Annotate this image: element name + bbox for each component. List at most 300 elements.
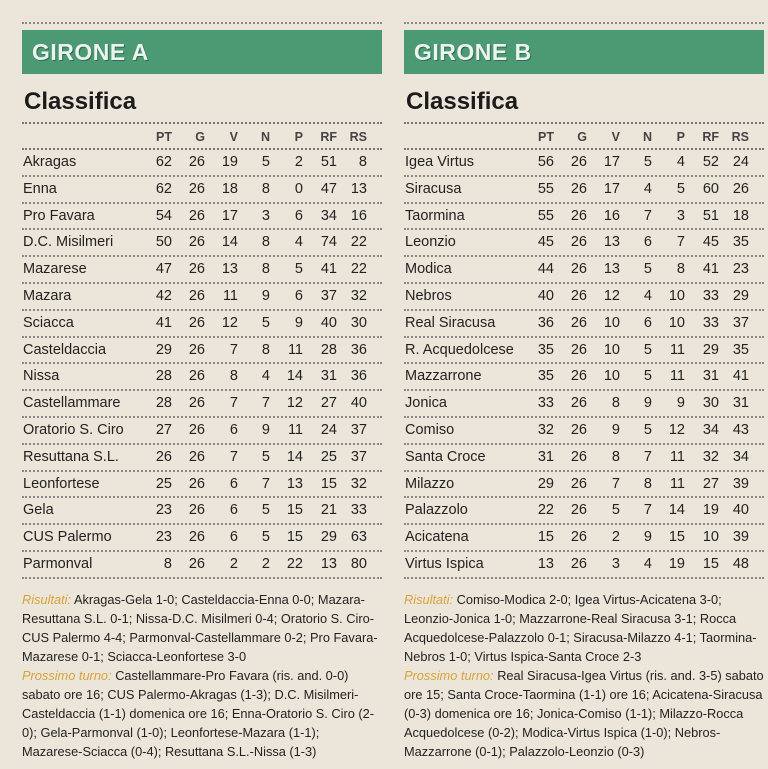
cell-pt: 35 [537, 368, 554, 385]
cell-rs: 39 [732, 529, 749, 546]
cell-rf: 33 [702, 314, 719, 331]
cell-p: 11 [669, 475, 685, 492]
cell-n: 4 [643, 287, 652, 304]
table-row [22, 311, 382, 338]
table-row [404, 150, 764, 177]
cell-g: 26 [188, 448, 205, 465]
table-row [404, 552, 764, 579]
cell-team: Resuttana S.L. [23, 448, 119, 465]
top-divider [22, 0, 382, 24]
table-row [22, 445, 382, 472]
cell-rf: 29 [702, 341, 719, 358]
cell-p: 19 [668, 555, 685, 572]
cell-pt: 55 [537, 180, 554, 197]
cell-n: 8 [643, 475, 652, 492]
header-p: P [294, 130, 303, 144]
cell-g: 26 [188, 341, 205, 358]
cell-n: 4 [261, 368, 270, 385]
cell-v: 7 [229, 341, 238, 358]
cell-p: 5 [676, 180, 685, 197]
cell-v: 13 [603, 234, 620, 251]
cell-p: 10 [668, 314, 685, 331]
cell-g: 26 [570, 368, 587, 385]
cell-pt: 15 [537, 529, 554, 546]
cell-p: 3 [676, 207, 685, 224]
cell-g: 26 [188, 261, 205, 278]
cell-team: D.C. Misilmeri [23, 234, 114, 251]
header-pt: PT [538, 130, 554, 144]
cell-pt: 47 [155, 261, 172, 278]
cell-v: 6 [229, 421, 238, 438]
cell-p: 14 [286, 368, 303, 385]
cell-rf: 45 [702, 234, 719, 251]
cell-rs: 37 [350, 448, 367, 465]
cell-rf: 51 [320, 154, 337, 170]
cell-team: Palazzolo [405, 502, 468, 519]
cell-g: 26 [570, 502, 587, 519]
cell-team: Jonica [405, 395, 447, 412]
header-n: N [260, 130, 270, 144]
cell-n: 5 [261, 314, 270, 331]
table-row [22, 338, 382, 365]
table-row [404, 177, 764, 204]
cell-rs: 40 [732, 502, 749, 519]
cell-p: 8 [676, 261, 685, 278]
cell-p: 12 [668, 421, 685, 438]
header-g: G [577, 130, 587, 144]
table-row [22, 364, 382, 391]
cell-rf: 27 [320, 395, 337, 412]
table-row [404, 364, 764, 391]
cell-rf: 29 [320, 529, 337, 546]
cell-pt: 45 [537, 234, 554, 251]
cell-pt: 31 [537, 448, 554, 465]
cell-v: 3 [611, 555, 620, 572]
table-row [22, 177, 382, 204]
cell-team: Castellammare [23, 395, 121, 412]
cell-rf: 30 [702, 395, 719, 412]
cell-rs: 34 [732, 448, 749, 465]
cell-v: 6 [229, 529, 238, 546]
cell-rf: 74 [320, 234, 337, 251]
cell-v: 13 [603, 261, 620, 278]
cell-rs: 41 [732, 368, 749, 385]
cell-v: 8 [229, 368, 238, 385]
cell-pt: 28 [155, 395, 172, 412]
cell-rs: 22 [350, 261, 367, 278]
cell-g: 26 [188, 502, 205, 519]
cell-rs: 35 [732, 234, 749, 251]
cell-n: 5 [643, 261, 652, 278]
cell-rf: 37 [320, 287, 337, 304]
cell-pt: 50 [155, 234, 172, 251]
header-rf: RF [702, 130, 719, 144]
title-divider [22, 122, 382, 124]
cell-p: 11 [287, 341, 303, 358]
cell-p: 7 [676, 234, 685, 251]
cell-rs: 22 [350, 234, 367, 251]
cell-v: 10 [603, 314, 620, 331]
cell-n: 9 [261, 421, 270, 438]
cell-g: 26 [188, 314, 205, 331]
table-row [22, 230, 382, 257]
cell-g: 26 [570, 154, 587, 170]
cell-p: 14 [286, 448, 303, 465]
cell-rf: 28 [320, 341, 337, 358]
cell-v: 5 [611, 502, 620, 519]
cell-p: 11 [287, 421, 303, 438]
cell-n: 9 [643, 529, 652, 546]
cell-team: Virtus Ispica [405, 555, 484, 572]
table-row [404, 257, 764, 284]
cell-rf: 51 [702, 207, 719, 224]
cell-g: 26 [570, 180, 587, 197]
cell-team: Leonzio [405, 234, 456, 251]
table-row [22, 525, 382, 552]
cell-team: Mazara [23, 287, 72, 304]
cell-pt: 23 [155, 502, 172, 519]
cell-rs: 33 [350, 502, 367, 519]
table-row [22, 552, 382, 579]
cell-p: 0 [294, 180, 303, 197]
cell-v: 14 [221, 234, 238, 251]
table-row [22, 204, 382, 231]
cell-v: 10 [603, 341, 620, 358]
cell-team: Enna [23, 180, 57, 197]
cell-pt: 32 [537, 421, 554, 438]
cell-pt: 36 [537, 314, 554, 331]
cell-team: Taormina [405, 207, 465, 224]
cell-pt: 42 [155, 287, 172, 304]
table-row [404, 311, 764, 338]
cell-n: 6 [643, 314, 652, 331]
cell-p: 14 [668, 502, 685, 519]
cell-team: CUS Palermo [23, 529, 112, 546]
title-divider [404, 122, 764, 124]
cell-rs: 30 [350, 314, 367, 331]
girone-b-next-round [404, 666, 764, 761]
table-row [22, 284, 382, 311]
cell-g: 26 [188, 368, 205, 385]
cell-p: 12 [286, 395, 303, 412]
table-row [404, 498, 764, 525]
cell-pt: 28 [155, 368, 172, 385]
cell-n: 3 [261, 207, 270, 224]
cell-rf: 24 [320, 421, 337, 438]
results-label: Risultati: [404, 592, 454, 607]
cell-pt: 55 [537, 207, 554, 224]
table-row [404, 472, 764, 499]
cell-p: 13 [286, 475, 303, 492]
cell-n: 5 [261, 448, 270, 465]
girone-a-classifica-title: Classifica [24, 88, 137, 115]
cell-g: 26 [570, 207, 587, 224]
cell-rf: 47 [320, 180, 337, 197]
cell-g: 26 [188, 234, 205, 251]
cell-v: 2 [611, 529, 620, 546]
cell-pt: 62 [155, 180, 172, 197]
cell-g: 26 [188, 207, 205, 224]
cell-v: 18 [221, 180, 238, 197]
cell-rf: 41 [320, 261, 337, 278]
cell-n: 9 [643, 395, 652, 412]
results-label: Risultati: [22, 592, 72, 607]
cell-n: 7 [261, 395, 270, 412]
cell-p: 6 [294, 287, 303, 304]
cell-n: 5 [643, 421, 652, 438]
cell-rf: 31 [702, 368, 719, 385]
cell-n: 7 [643, 448, 652, 465]
cell-rs: 37 [350, 421, 367, 438]
cell-rf: 32 [702, 448, 719, 465]
cell-p: 11 [669, 368, 685, 385]
cell-team: Gela [23, 502, 54, 519]
table-row [22, 391, 382, 418]
cell-team: Mazzarrone [405, 368, 482, 385]
cell-rs: 80 [350, 555, 367, 572]
header-rs: RS [349, 130, 367, 144]
cell-p: 11 [669, 341, 685, 358]
cell-rf: 13 [320, 555, 337, 572]
cell-pt: 35 [537, 341, 554, 358]
table-row [404, 284, 764, 311]
cell-g: 26 [188, 395, 205, 412]
cell-pt: 29 [155, 341, 172, 358]
cell-team: R. Acquedolcese [405, 341, 514, 358]
cell-team: Nebros [405, 287, 452, 304]
cell-pt: 44 [537, 261, 554, 278]
cell-g: 26 [570, 234, 587, 251]
girone-b-table-header [404, 126, 764, 150]
cell-p: 15 [668, 529, 685, 546]
cell-rs: 8 [358, 154, 367, 170]
cell-n: 4 [643, 555, 652, 572]
cell-p: 5 [294, 261, 303, 278]
cell-rs: 37 [732, 314, 749, 331]
cell-v: 12 [221, 314, 238, 331]
cell-pt: 54 [155, 207, 172, 224]
header-v: V [611, 130, 620, 144]
cell-g: 26 [188, 555, 205, 572]
cell-rf: 40 [320, 314, 337, 331]
cell-rs: 32 [350, 287, 367, 304]
table-row [404, 418, 764, 445]
cell-rf: 19 [702, 502, 719, 519]
cell-rs: 32 [350, 475, 367, 492]
cell-rf: 21 [320, 502, 337, 519]
cell-v: 19 [221, 154, 238, 170]
table-row [22, 472, 382, 499]
cell-v: 17 [603, 180, 620, 197]
header-n: N [642, 130, 652, 144]
cell-n: 2 [261, 555, 270, 572]
cell-rs: 26 [732, 180, 749, 197]
cell-n: 8 [261, 341, 270, 358]
cell-rs: 31 [732, 395, 749, 412]
cell-rs: 16 [350, 207, 367, 224]
girone-b-standings-table [404, 150, 764, 579]
cell-g: 26 [188, 475, 205, 492]
cell-g: 26 [570, 555, 587, 572]
cell-n: 8 [261, 261, 270, 278]
table-row [404, 525, 764, 552]
cell-n: 5 [261, 502, 270, 519]
header-team [22, 126, 142, 148]
cell-v: 2 [229, 555, 238, 572]
girone-a-results [22, 590, 382, 666]
cell-rf: 60 [702, 180, 719, 197]
table-row [404, 445, 764, 472]
cell-g: 26 [188, 287, 205, 304]
cell-pt: 25 [155, 475, 172, 492]
cell-rs: 35 [732, 341, 749, 358]
header-p: P [676, 130, 685, 144]
cell-v: 6 [229, 502, 238, 519]
header-g: G [195, 130, 205, 144]
results-text: Comiso-Modica 2-0; Igea Virtus-Acicatena 3-0; Leonzio-Jonica 1-0; Mazzarrone-Real Siracusa 3-1; Rocca Acquedolcese-Palazzolo 0-1; Siracusa-Milazzo 4-1; Taormina-Nebros 1-0; Virtus Ispica-Santa Croce 2-3 [404, 592, 757, 664]
cell-g: 26 [188, 421, 205, 438]
girone-a-standings-table [22, 150, 382, 579]
cell-rs: 36 [350, 341, 367, 358]
cell-rf: 31 [320, 368, 337, 385]
cell-p: 22 [286, 555, 303, 572]
cell-team: Milazzo [405, 475, 455, 492]
cell-n: 7 [643, 207, 652, 224]
results-text: Akragas-Gela 1-0; Casteldaccia-Enna 0-0; Mazara-Resuttana S.L. 0-1; Nissa-D.C. Misilmeri 0-4; Oratorio S. Ciro-CUS Palermo 4-4; Parmonval-Castellammare 0-2; Pro Favara-Mazarese 0-1; Sciacca-Leonfortese 3-0 [22, 592, 378, 664]
cell-rf: 34 [320, 207, 337, 224]
cell-team: Oratorio S. Ciro [23, 421, 124, 438]
cell-v: 7 [229, 395, 238, 412]
cell-p: 11 [669, 448, 685, 465]
cell-team: Pro Favara [23, 207, 95, 224]
cell-rf: 25 [320, 448, 337, 465]
cell-team: Leonfortese [23, 475, 100, 492]
cell-g: 26 [570, 448, 587, 465]
cell-pt: 8 [163, 555, 172, 572]
cell-v: 8 [611, 395, 620, 412]
top-divider [404, 0, 764, 24]
cell-rf: 15 [702, 555, 719, 572]
table-row [22, 498, 382, 525]
cell-rs: 39 [732, 475, 749, 492]
cell-p: 15 [286, 529, 303, 546]
cell-n: 5 [261, 529, 270, 546]
cell-team: Nissa [23, 368, 60, 385]
cell-g: 26 [188, 529, 205, 546]
cell-rs: 24 [732, 154, 749, 170]
cell-rs: 48 [732, 555, 749, 572]
header-rf: RF [320, 130, 337, 144]
cell-p: 6 [294, 207, 303, 224]
cell-rf: 15 [320, 475, 337, 492]
cell-p: 10 [668, 287, 685, 304]
cell-g: 26 [570, 395, 587, 412]
cell-n: 8 [261, 180, 270, 197]
cell-n: 5 [643, 368, 652, 385]
table-row [22, 257, 382, 284]
cell-rf: 33 [702, 287, 719, 304]
cell-p: 15 [286, 502, 303, 519]
cell-p: 4 [676, 154, 685, 170]
cell-pt: 29 [537, 475, 554, 492]
cell-rs: 40 [350, 395, 367, 412]
cell-team: Acicatena [405, 529, 469, 546]
girone-a-table-header [22, 126, 382, 150]
cell-v: 9 [611, 421, 620, 438]
girone-b-classifica-title: Classifica [406, 88, 519, 115]
cell-g: 26 [570, 529, 587, 546]
cell-team: Mazarese [23, 261, 87, 278]
cell-pt: 27 [155, 421, 172, 438]
cell-n: 9 [261, 287, 270, 304]
girone-a-next-round [22, 666, 382, 761]
header-rs: RS [731, 130, 749, 144]
cell-v: 10 [603, 368, 620, 385]
cell-team: Siracusa [405, 180, 462, 197]
cell-v: 7 [611, 475, 620, 492]
cell-rs: 18 [732, 207, 749, 224]
cell-g: 26 [570, 314, 587, 331]
cell-p: 9 [676, 395, 685, 412]
cell-v: 13 [221, 261, 238, 278]
cell-g: 26 [570, 261, 587, 278]
cell-n: 7 [261, 475, 270, 492]
cell-v: 11 [222, 287, 238, 304]
cell-g: 26 [570, 341, 587, 358]
table-row [404, 391, 764, 418]
cell-team: Comiso [405, 421, 455, 438]
cell-rf: 10 [702, 529, 719, 546]
next-round-label: Prossimo turno: [404, 668, 494, 683]
header-team [404, 126, 524, 148]
girone-a-section [22, 0, 382, 759]
cell-team: Parmonval [23, 555, 93, 572]
cell-team: Sciacca [23, 314, 74, 331]
cell-pt: 40 [537, 287, 554, 304]
cell-pt: 23 [155, 529, 172, 546]
cell-p: 2 [294, 154, 303, 170]
cell-team: Casteldaccia [23, 341, 107, 358]
cell-n: 7 [643, 502, 652, 519]
cell-team: Akragas [23, 154, 77, 170]
cell-rs: 63 [350, 529, 367, 546]
girone-b-section [404, 0, 764, 759]
cell-rs: 13 [350, 180, 367, 197]
table-row [22, 150, 382, 177]
cell-team: Igea Virtus [405, 154, 475, 170]
header-pt: PT [156, 130, 172, 144]
cell-n: 8 [261, 234, 270, 251]
cell-team: Santa Croce [405, 448, 486, 465]
cell-rf: 34 [702, 421, 719, 438]
cell-v: 17 [221, 207, 238, 224]
cell-rs: 29 [732, 287, 749, 304]
cell-pt: 22 [537, 502, 554, 519]
table-row [404, 338, 764, 365]
cell-p: 9 [294, 314, 303, 331]
cell-v: 17 [603, 154, 620, 170]
cell-rf: 52 [702, 154, 719, 170]
cell-n: 6 [643, 234, 652, 251]
next-round-text: Real Siracusa-Igea Virtus (ris. and. 3-5) sabato ore 15; Santa Croce-Taormina (1-1) ore 16; Acicatena-Siracusa (0-3) domenica ore 16; Jonica-Comiso (1-1); Milazzo-Rocca Acquedolcese (0-2); Modica-Virtus Ispica (1-0); Nebros-Mazzarrone (0-1); Palazzolo-Leonzio (0-3) [404, 668, 764, 759]
cell-v: 16 [603, 207, 620, 224]
header-v: V [229, 130, 238, 144]
cell-rs: 36 [350, 368, 367, 385]
cell-pt: 13 [537, 555, 554, 572]
cell-n: 5 [643, 154, 652, 170]
next-round-label: Prossimo turno: [22, 668, 112, 683]
table-row [404, 204, 764, 231]
